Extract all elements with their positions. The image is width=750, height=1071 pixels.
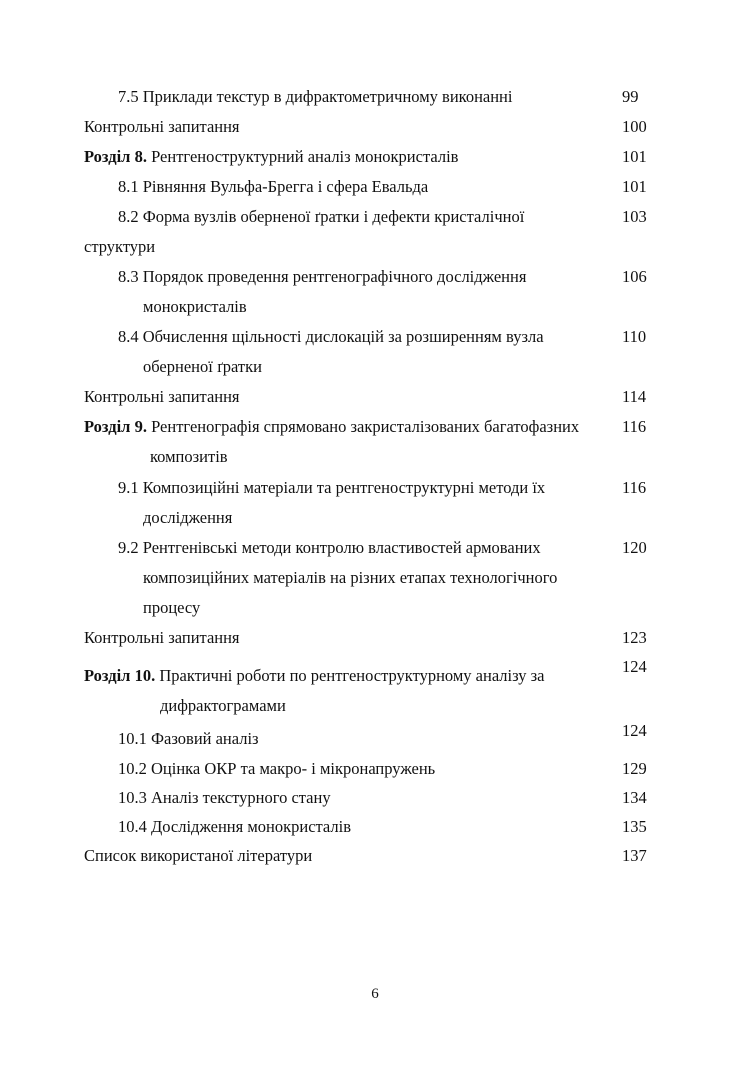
toc-entry-title: Контрольні запитання xyxy=(84,387,240,406)
chapter-label: Розділ 9. xyxy=(84,417,147,436)
toc-entry-page: 135 xyxy=(622,817,647,836)
toc-entry-continuation xyxy=(0,235,750,259)
toc-entry-page: 114 xyxy=(622,387,647,406)
page-number: 6 xyxy=(371,986,379,1002)
toc-entry-title: 8.1 Рівняння Вульфа-Брегга і сфера Евальда xyxy=(118,177,429,196)
toc-entry-title: дослідження xyxy=(143,508,233,527)
toc-entry xyxy=(0,815,750,839)
toc-entry-page: 124 xyxy=(622,657,647,676)
toc-entry-continuation xyxy=(0,596,750,620)
toc-entry-page: 99 xyxy=(622,87,639,106)
toc-entry xyxy=(0,175,750,199)
toc-entry xyxy=(0,757,750,781)
toc-entry-title: 10.1 Фазовий аналіз xyxy=(118,729,259,748)
toc-entry-title: оберненої ґратки xyxy=(143,357,262,376)
toc-entry-title: 7.5 Приклади текстур в дифрактометричному виконанні xyxy=(118,87,513,106)
toc-entry-title: процесу xyxy=(143,598,201,617)
toc-entry-title: 9.1 Композиційні матеріали та рентгеноструктурні методи їх xyxy=(118,478,546,497)
toc-entry-title xyxy=(84,664,545,688)
chapter-label: Розділ 8. xyxy=(84,147,147,166)
toc-entry xyxy=(0,786,750,810)
toc-entry-continuation xyxy=(0,506,750,530)
toc-entry-continuation xyxy=(0,445,750,469)
toc-entry-page: 103 xyxy=(622,207,647,226)
toc-entry-title: 8.3 Порядок проведення рентгенографічного дослідження xyxy=(118,267,527,286)
toc-entry-page: 116 xyxy=(622,417,647,436)
toc-chapter-entry xyxy=(0,657,750,688)
toc-entry-title: 9.2 Рентгенівські методи контролю властивостей армованих xyxy=(118,538,541,557)
chapter-label: Розділ 10. xyxy=(84,666,156,685)
toc-entry-title: 10.2 Оцінка ОКР та макро- і мікронапружень xyxy=(118,759,436,778)
toc-entry-title: 10.4 Дослідження монокристалів xyxy=(118,817,352,836)
toc-entry xyxy=(0,325,750,349)
toc-entry xyxy=(0,536,750,560)
toc-entry-continuation xyxy=(0,295,750,319)
toc-entry xyxy=(0,205,750,229)
toc-entry-title: композитів xyxy=(150,447,228,466)
chapter-title: Рентгенографія спрямовано закристалізованих багатофазних xyxy=(146,417,580,436)
toc-entry-page: 134 xyxy=(622,788,647,807)
toc-entry-page: 137 xyxy=(622,846,647,865)
toc-entry-title: дифрактограмами xyxy=(160,696,286,715)
toc-entry xyxy=(0,385,750,409)
toc-entry-continuation xyxy=(0,355,750,379)
toc-entry-page: 110 xyxy=(622,327,647,346)
toc-entry-title: Контрольні запитання xyxy=(84,117,240,136)
toc-entry-title: 8.4 Обчислення щільності дислокацій за розширенням вузла xyxy=(118,327,544,346)
toc-chapter-entry xyxy=(0,145,750,169)
toc-entry-title: 10.3 Аналіз текстурного стану xyxy=(118,788,331,807)
toc-entry-page: 101 xyxy=(622,147,647,166)
toc-entry-page: 116 xyxy=(622,478,647,497)
toc-entry xyxy=(0,476,750,500)
toc-entry-page: 123 xyxy=(622,628,647,647)
toc-entry-page: 129 xyxy=(622,759,647,778)
toc-entry-title xyxy=(84,145,458,169)
chapter-title: Рентгеноструктурний аналіз монокристалів xyxy=(146,147,459,166)
toc-entry xyxy=(0,721,750,751)
toc-entry-page: 101 xyxy=(622,177,647,196)
toc-entry-title: композиційних матеріалів на різних етапах технологічного xyxy=(143,568,558,587)
toc-entry xyxy=(0,115,750,139)
toc-entry xyxy=(0,844,750,868)
toc-chapter-entry xyxy=(0,415,750,439)
toc-entry-title: Контрольні запитання xyxy=(84,628,240,647)
toc-entry xyxy=(0,626,750,650)
toc-entry-page: 100 xyxy=(622,117,647,136)
chapter-title: Практичні роботи по рентгеноструктурному аналізу за xyxy=(155,666,545,685)
toc-entry-title: структури xyxy=(84,237,156,256)
toc-entry-title: 8.2 Форма вузлів оберненої ґратки і дефекти кристалічної xyxy=(118,207,525,226)
toc-entry-title: Список використаної літератури xyxy=(84,846,313,865)
toc-entry-page: 124 xyxy=(622,721,647,740)
toc-entry-title: монокристалів xyxy=(143,297,247,316)
toc-entry-page: 120 xyxy=(622,538,647,557)
toc-entry-title xyxy=(84,415,579,439)
toc-entry xyxy=(0,85,750,109)
toc-entry-continuation xyxy=(0,694,750,718)
toc-entry xyxy=(0,265,750,289)
toc-entry-page: 106 xyxy=(622,267,647,286)
toc-entry-continuation xyxy=(0,566,750,590)
